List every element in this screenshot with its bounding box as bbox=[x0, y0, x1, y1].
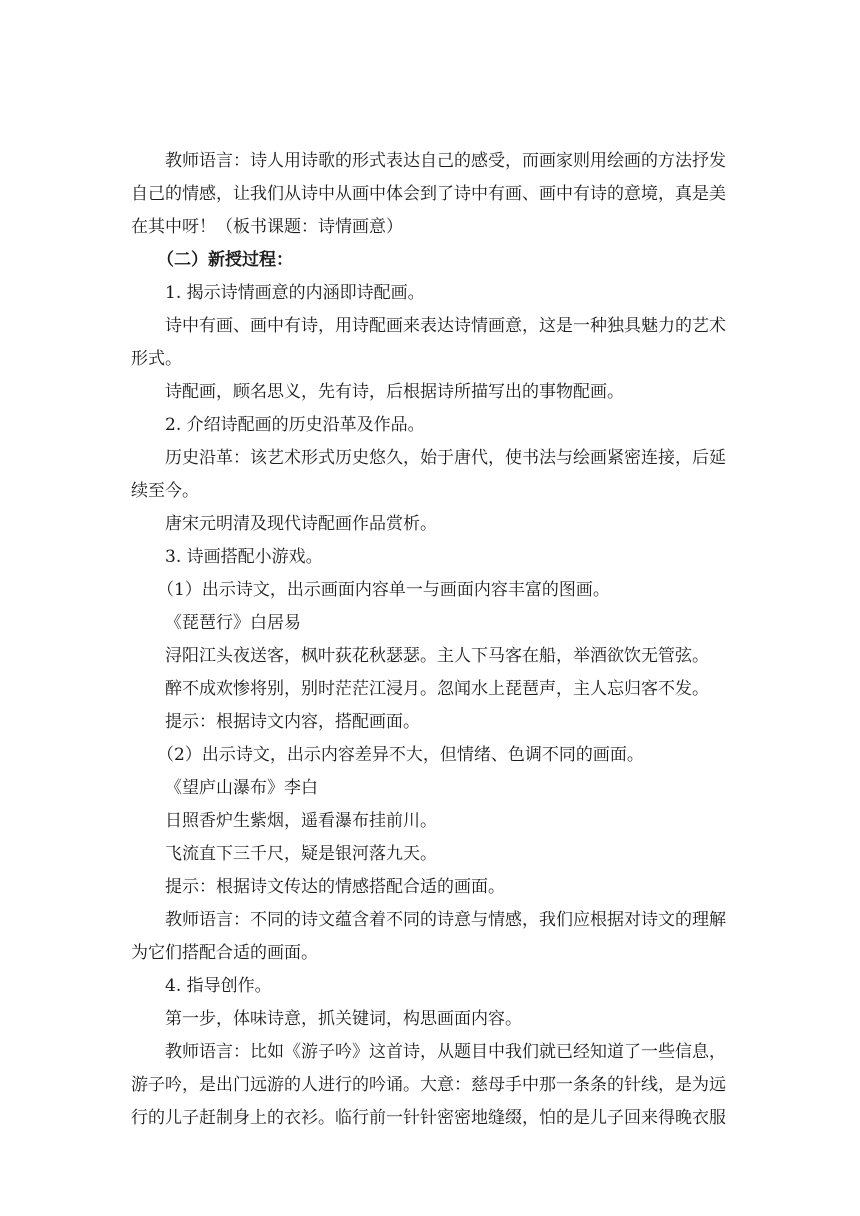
paragraph-line: 续至今。 bbox=[131, 481, 199, 501]
poem-line: 日照香炉生紫烟，遥看瀑布挂前川。 bbox=[165, 811, 437, 831]
poem-line: 飞流直下三千尺，疑是银河落九天。 bbox=[165, 844, 437, 864]
paragraph-line: 教师语言：诗人用诗歌的形式表达自己的感受，而画家则用绘画的方法抒发 bbox=[165, 151, 726, 171]
paragraph-line: 教师语言：不同的诗文蕴含着不同的诗意与情感，我们应根据对诗文的理解 bbox=[165, 910, 726, 930]
paragraph-line: 在其中呀！（板书课题：诗情画意） bbox=[131, 217, 403, 237]
paragraph-line: 游子吟，是出门远游的人进行的吟诵。大意：慈母手中那一条条的针线，是为远 bbox=[131, 1075, 726, 1095]
list-item-heading: 2. 介绍诗配画的历史沿革及作品。 bbox=[165, 415, 425, 435]
poem-title: 《望庐山瀑布》李白 bbox=[165, 778, 318, 798]
paragraph-line: 诗中有画、画中有诗，用诗配画来表达诗情画意，这是一种独具魅力的艺术 bbox=[165, 316, 726, 336]
paragraph-line: 行的儿子赶制身上的衣衫。临行前一针针密密地缝缀，怕的是儿子回来得晚衣服 bbox=[131, 1108, 726, 1128]
poem-line: 浔阳江头夜送客，枫叶荻花秋瑟瑟。主人下马客在船，举酒欲饮无管弦。 bbox=[165, 646, 709, 666]
poem-title: 《琵琶行》白居易 bbox=[165, 613, 301, 633]
sub-item-heading: （1）出示诗文，出示画面内容单一与画面内容丰富的图画。 bbox=[157, 580, 610, 600]
list-item-heading: 3. 诗画搭配小游戏。 bbox=[165, 547, 323, 567]
paragraph-line: 教师语言：比如《游子吟》这首诗，从题目中我们就已经知道了一些信息， bbox=[165, 1042, 726, 1062]
poem-line: 醉不成欢惨将别，别时茫茫江浸月。忽闻水上琵琶声，主人忘归客不发。 bbox=[165, 679, 709, 699]
document-page bbox=[131, 145, 731, 1135]
list-item-heading: 1. 揭示诗情画意的内涵即诗配画。 bbox=[165, 283, 425, 303]
paragraph-line: 唐宋元明清及现代诗配画作品赏析。 bbox=[165, 514, 437, 534]
paragraph-line: 自己的情感，让我们从诗中从画中体会到了诗中有画、画中有诗的意境，真是美 bbox=[131, 184, 726, 204]
hint-line: 提示：根据诗文传达的情感搭配合适的画面。 bbox=[165, 877, 505, 897]
paragraph-line: 形式。 bbox=[131, 349, 182, 369]
paragraph-line: 历史沿革：该艺术形式历史悠久，始于唐代，使书法与绘画紧密连接，后延 bbox=[165, 448, 726, 468]
sub-item-heading: （2）出示诗文，出示内容差异不大，但情绪、色调不同的画面。 bbox=[157, 745, 644, 765]
paragraph-line: 第一步，体味诗意，抓关键词，构思画面内容。 bbox=[165, 1009, 522, 1029]
section-heading: （二）新授过程： bbox=[157, 250, 293, 270]
paragraph-line: 为它们搭配合适的画面。 bbox=[131, 943, 318, 963]
hint-line: 提示：根据诗文内容，搭配画面。 bbox=[165, 712, 420, 732]
list-item-heading: 4. 指导创作。 bbox=[165, 976, 272, 996]
paragraph-line: 诗配画，顾名思义，先有诗，后根据诗所描写出的事物配画。 bbox=[165, 382, 624, 402]
